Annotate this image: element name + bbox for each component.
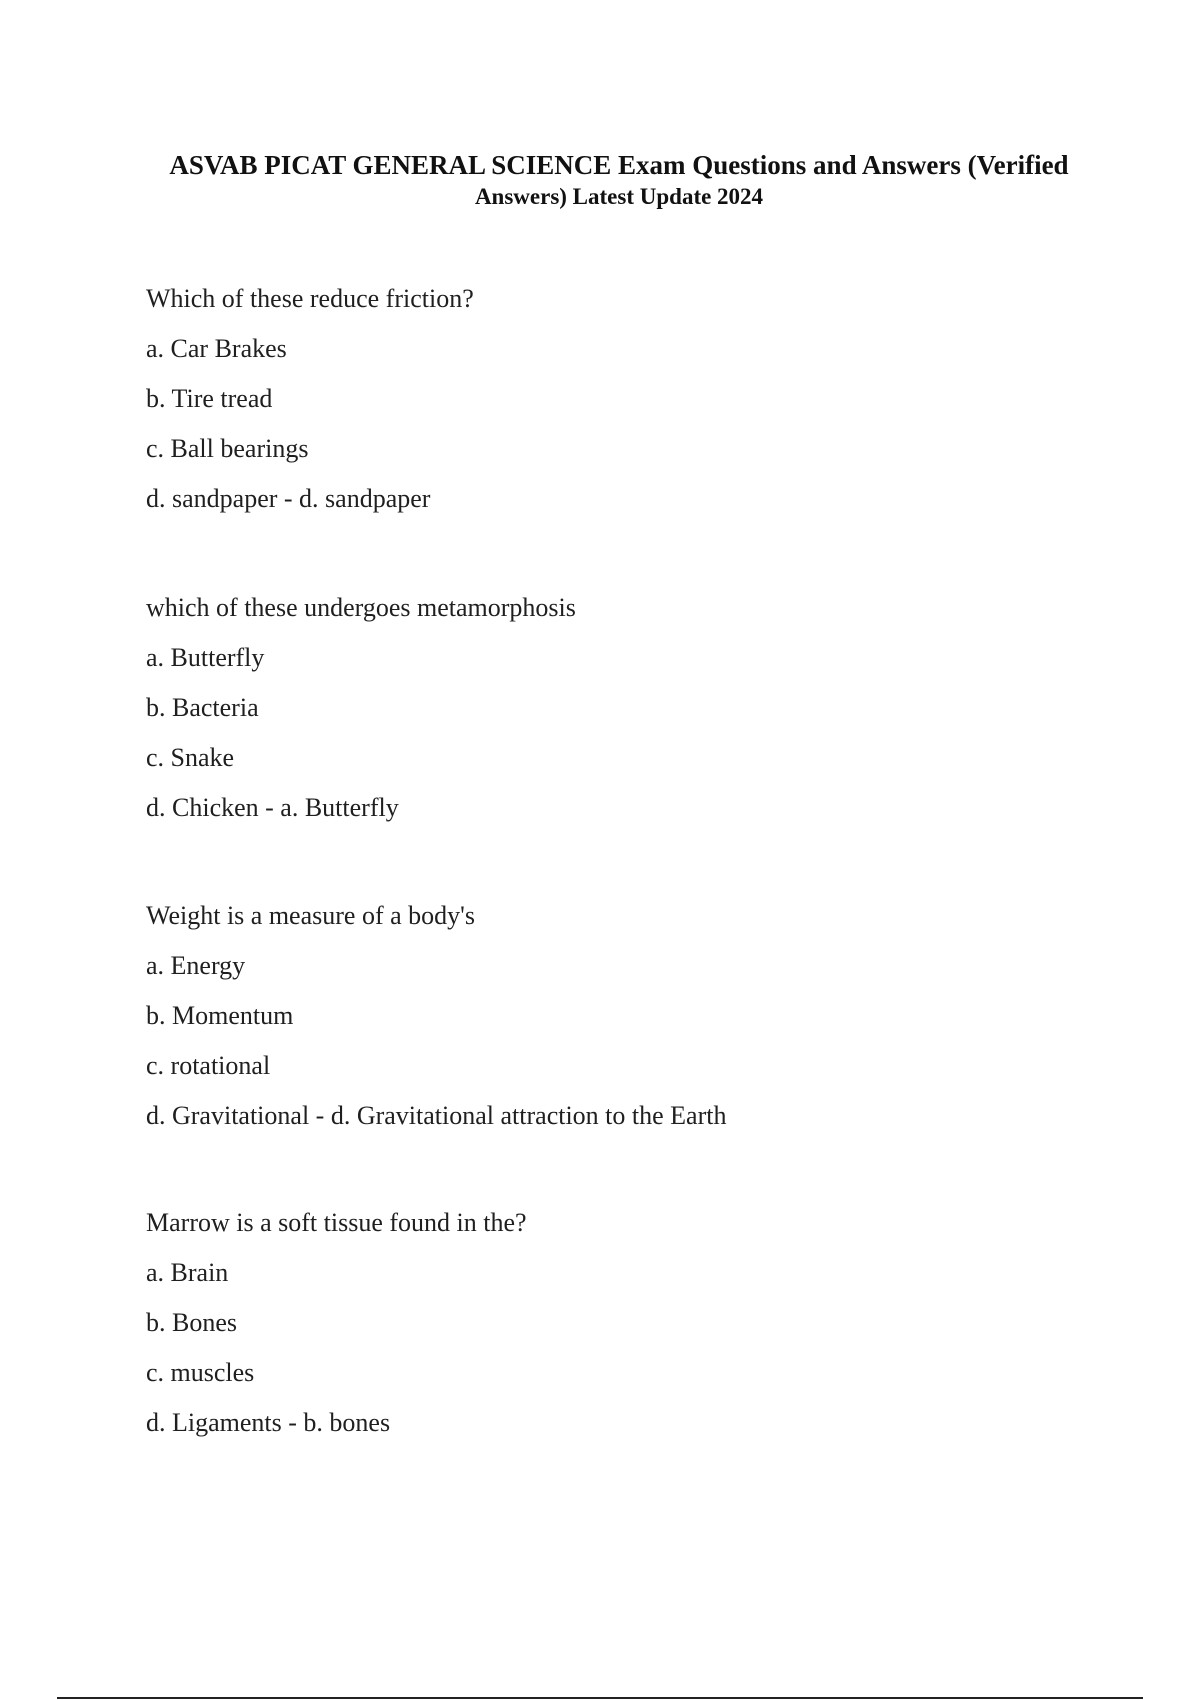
question-text: Which of these reduce friction?: [146, 284, 474, 313]
option-d-answer: d. sandpaper - d. sandpaper: [146, 484, 431, 513]
option-a: a. Brain: [146, 1258, 229, 1287]
option-a: a. Butterfly: [146, 643, 265, 672]
question-4: [146, 1208, 1106, 1458]
option-b: b. Bacteria: [146, 693, 259, 722]
option-b: b. Momentum: [146, 1001, 294, 1030]
option-d-answer: d. Chicken - a. Butterfly: [146, 793, 399, 822]
title-line-1: ASVAB PICAT GENERAL SCIENCE Exam Questions and Answers (Verified: [169, 150, 1069, 180]
option-a: a. Energy: [146, 951, 246, 980]
option-b: b. Tire tread: [146, 384, 273, 413]
question-text: Marrow is a soft tissue found in the?: [146, 1208, 527, 1237]
option-c: c. Snake: [146, 743, 235, 772]
title-line-2: Answers) Latest Update 2024: [474, 184, 764, 209]
question-text: Weight is a measure of a body's: [146, 901, 475, 930]
option-d-answer: d. Gravitational - d. Gravitational attraction to the Earth: [146, 1101, 727, 1130]
option-c: c. rotational: [146, 1051, 271, 1080]
question-2: [146, 593, 1106, 843]
option-a: a. Car Brakes: [146, 334, 287, 363]
question-3: [146, 901, 1106, 1151]
option-b: b. Bones: [146, 1308, 237, 1337]
option-c: c. muscles: [146, 1358, 255, 1387]
page-bottom-divider: [57, 1697, 1143, 1699]
question-1: [146, 284, 1106, 534]
question-text: which of these undergoes metamorphosis: [146, 593, 576, 622]
document-title: [146, 148, 1092, 212]
option-c: c. Ball bearings: [146, 434, 309, 463]
option-d-answer: d. Ligaments - b. bones: [146, 1408, 391, 1437]
